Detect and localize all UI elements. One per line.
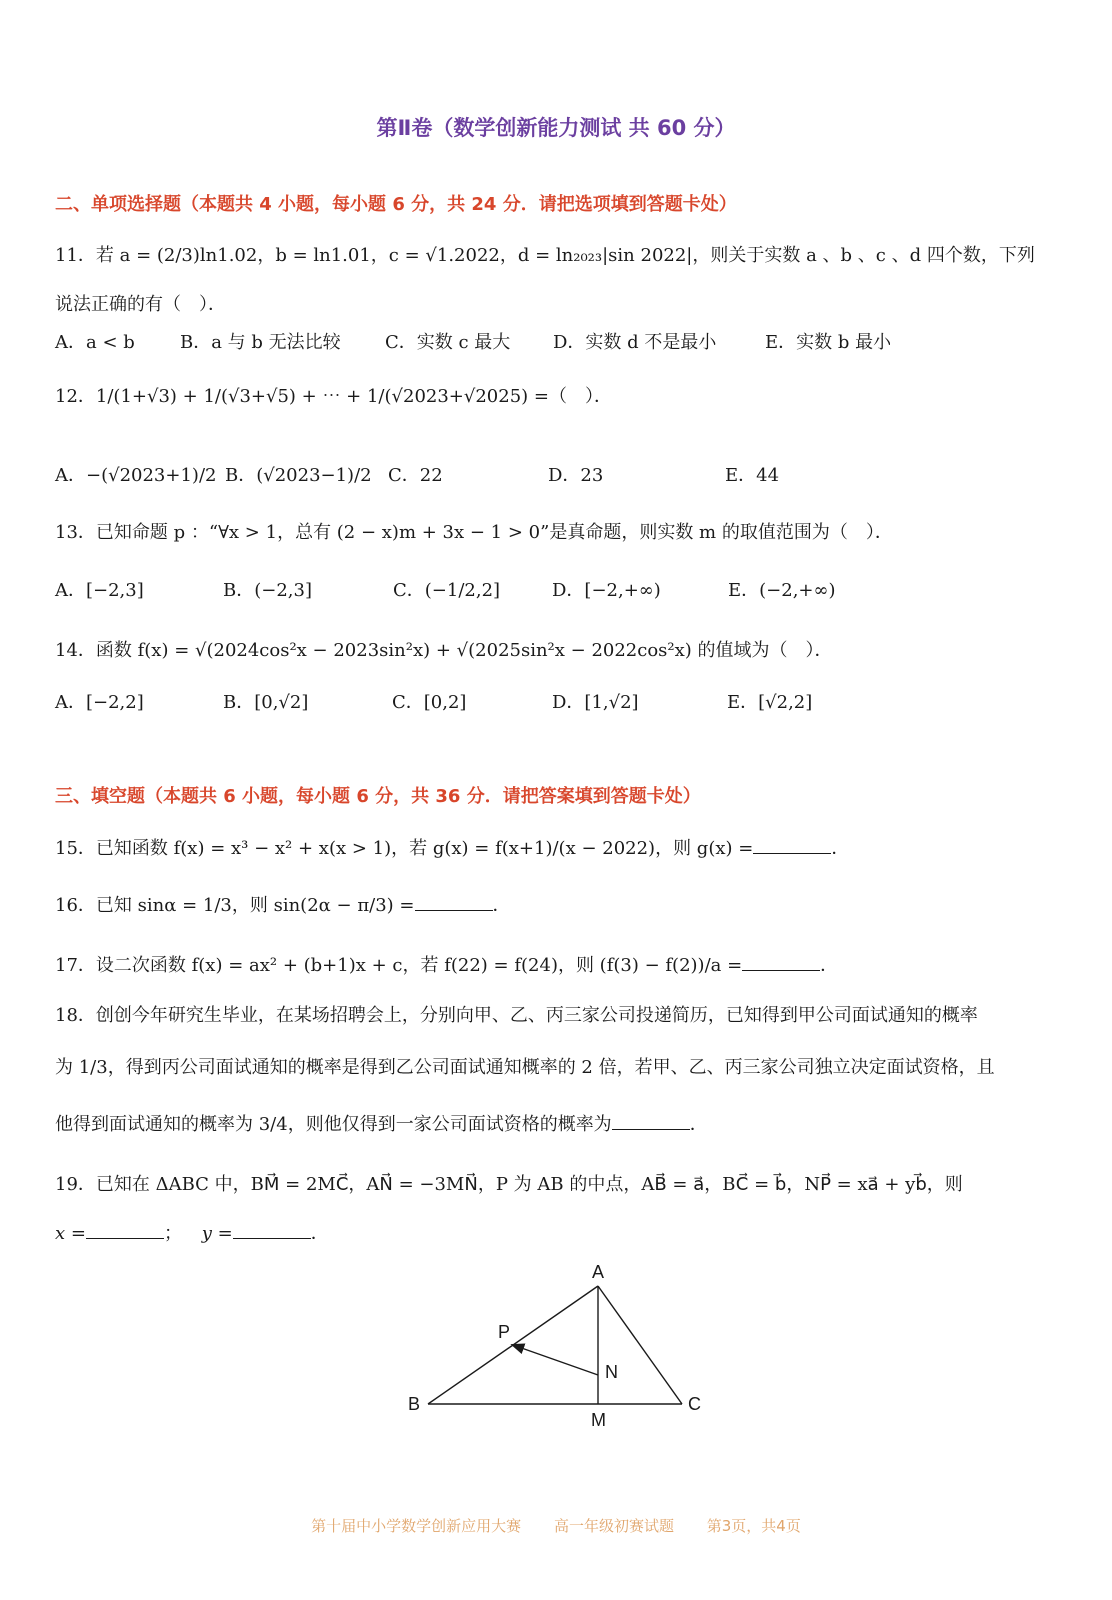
question-11-stem-cont: 说法正确的有（ ）．	[55, 294, 226, 315]
triangle-figure	[400, 1258, 720, 1438]
answer-blank-x	[86, 1222, 164, 1239]
answer-blank	[415, 894, 493, 911]
answer-blank-y	[233, 1222, 311, 1239]
question-16: 16．已知 sinα = 1/3，则 sin(2α − π/3) = ．	[55, 895, 511, 916]
question-19-answers: x = ； y = ．	[55, 1223, 329, 1244]
option-b: B．(√2023−1)/2	[225, 465, 372, 486]
label-p: P	[498, 1322, 511, 1342]
footer-page-number: 第3页，共4页	[706, 1517, 801, 1535]
question-17-stem: 17．设二次函数 f(x) = ax² + (b+1)x + c，若 f(22) = f(24)，则 (f(3) − f(2))/a =	[55, 955, 743, 976]
answer-blank	[753, 837, 831, 854]
question-17: 17．设二次函数 f(x) = ax² + (b+1)x + c，若 f(22) = f(24)，则 (f(3) − f(2))/a = ．	[55, 955, 839, 976]
question-18-line-1: 18．创创今年研究生毕业，在某场招聘会上，分别向甲、乙、丙三家公司投递简历，已知得到甲公司面试通知的概率	[55, 1005, 978, 1026]
option-a: A．[−2,2]	[55, 692, 144, 713]
question-14-stem: 14．函数 f(x) = √(2024cos²x − 2023sin²x) + √(2025sin²x − 2022cos²x) 的值域为（ ）．	[55, 640, 833, 661]
section-heading-single-choice: 二、单项选择题（本题共 4 小题，每小题 6 分，共 24 分．请把选项填到答题卡处）	[55, 194, 737, 215]
label-c: C	[688, 1394, 701, 1414]
question-13-stem: 13．已知命题 p ：“∀x > 1，总有 (2 − x)m + 3x − 1 > 0”是真命题，则实数 m 的取值范围为（ ）．	[55, 522, 893, 543]
option-b: B．[0,√2]	[223, 692, 309, 713]
question-11-options	[55, 328, 1065, 354]
option-c: C．(−1/2,2]	[393, 580, 501, 601]
option-d: D．23	[548, 465, 604, 486]
option-b: B．(−2,3]	[223, 580, 312, 601]
option-e: E．实数 b 最小	[765, 332, 892, 353]
option-d: D．[−2,+∞)	[552, 580, 661, 601]
option-a: A．−(√2023+1)/2	[55, 465, 217, 486]
question-12-stem: 12．1/(1+√3) + 1/(√3+√5) + ⋯ + 1/(√2023+√2025) =（ ）．	[55, 386, 612, 407]
question-15-stem: 15．已知函数 f(x) = x³ − x² + x(x > 1)，若 g(x) = f(x+1)/(x − 2022)，则 g(x) =	[55, 838, 754, 859]
option-c: C．[0,2]	[392, 692, 467, 713]
vector-np	[513, 1345, 598, 1375]
option-b: B．a 与 b 无法比较	[180, 332, 341, 353]
question-15: 15．已知函数 f(x) = x³ − x² + x(x > 1)，若 g(x) = f(x+1)/(x − 2022)，则 g(x) = ．	[55, 838, 850, 859]
side-ac	[598, 1286, 682, 1404]
page-footer	[0, 1515, 1112, 1536]
label-m: M	[591, 1410, 606, 1430]
question-16-stem: 16．已知 sinα = 1/3，则 sin(2α − π/3) =	[55, 895, 415, 916]
question-13-options	[55, 576, 1065, 602]
answer-blank	[612, 1113, 690, 1130]
question-18-line-3: 他得到面试通知的概率为 3/4，则他仅得到一家公司面试资格的概率为	[55, 1114, 612, 1135]
option-e: E．[√2,2]	[727, 692, 813, 713]
question-14-options	[55, 688, 1065, 714]
option-a: A．a < b	[55, 332, 135, 353]
question-18-line-2: 为 1/3，得到丙公司面试通知的概率是得到乙公司面试通知概率的 2 倍，若甲、乙、丙三家公司独立决定面试资格，且	[55, 1057, 995, 1078]
label-a: A	[592, 1262, 605, 1282]
question-12-options	[55, 461, 1065, 487]
label-n: N	[605, 1362, 618, 1382]
footer-exam-name: 高一年级初赛试题	[553, 1517, 674, 1535]
question-18-line-3-wrap: 他得到面试通知的概率为 3/4，则他仅得到一家公司面试资格的概率为 ．	[55, 1114, 708, 1135]
footer-contest-name: 第十届中小学数学创新应用大赛	[311, 1517, 522, 1535]
option-d: D．[1,√2]	[552, 692, 639, 713]
label-b: B	[408, 1394, 421, 1414]
page-title: 第Ⅱ卷（数学创新能力测试 共 60 分）	[376, 116, 736, 140]
question-11-stem: 11．若 a = (2/3)ln1.02，b = ln1.01，c = √1.2022，d = ln₂₀₂₃|sin 2022|，则关于实数 a 、b 、c 、d 四个数，下列	[55, 245, 1035, 266]
x-label: x =	[55, 1223, 86, 1244]
option-d: D．实数 d 不是最小	[553, 332, 717, 353]
section-heading-fill-blank: 三、填空题（本题共 6 小题，每小题 6 分，共 36 分．请把答案填到答题卡处）	[55, 786, 701, 807]
option-e: E．(−2,+∞)	[728, 580, 836, 601]
option-e: E．44	[725, 465, 780, 486]
question-19-stem: 19．已知在 ΔABC 中，BM⃗ = 2MC⃗，AN⃗ = −3MN⃗，P 为 AB 的中点，AB⃗ = a⃗，BC⃗ = b⃗，NP⃗ = xa⃗ + yb⃗，则	[55, 1174, 963, 1195]
y-label: y =	[201, 1223, 233, 1244]
option-c: C．实数 c 最大	[385, 332, 511, 353]
answer-blank	[742, 954, 820, 971]
option-c: C．22	[388, 465, 443, 486]
option-a: A．[−2,3]	[55, 580, 144, 601]
